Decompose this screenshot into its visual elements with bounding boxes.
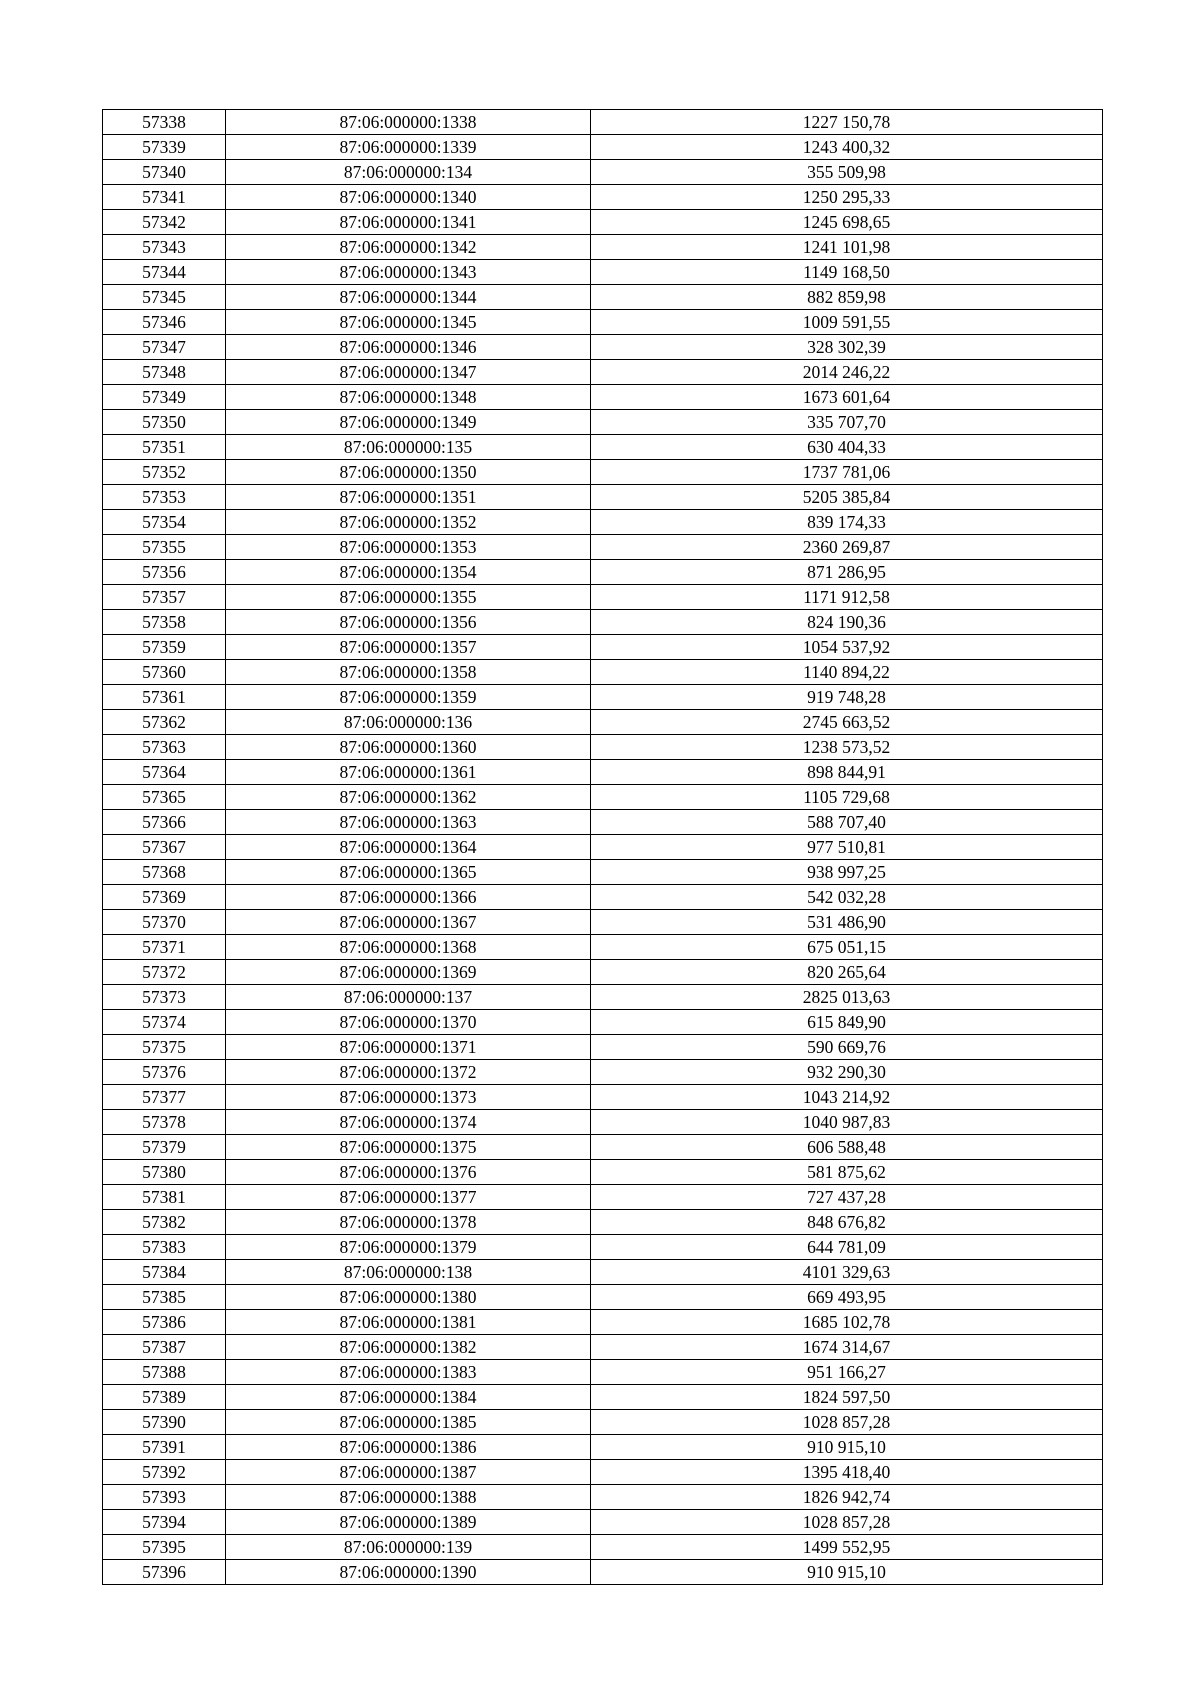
table-row <box>103 635 1103 660</box>
cadastral-number-cell: 87:06:000000:1349 <box>226 410 591 435</box>
cadastral-value-cell: 630 404,33 <box>591 435 1103 460</box>
cadastral-number-cell: 87:06:000000:1363 <box>226 810 591 835</box>
row-number-cell: 57367 <box>103 835 226 860</box>
row-number-cell: 57348 <box>103 360 226 385</box>
cadastral-value-cell: 1238 573,52 <box>591 735 1103 760</box>
row-number-cell: 57393 <box>103 1485 226 1510</box>
row-number-cell: 57360 <box>103 660 226 685</box>
cadastral-value-cell: 898 844,91 <box>591 760 1103 785</box>
table-row <box>103 1235 1103 1260</box>
table-row <box>103 735 1103 760</box>
row-number-cell: 57355 <box>103 535 226 560</box>
cadastral-number-cell: 87:06:000000:1378 <box>226 1210 591 1235</box>
cadastral-number-cell: 87:06:000000:135 <box>226 435 591 460</box>
row-number-cell: 57351 <box>103 435 226 460</box>
cadastral-number-cell: 87:06:000000:1384 <box>226 1385 591 1410</box>
cadastral-value-cell: 727 437,28 <box>591 1185 1103 1210</box>
cadastral-value-cell: 669 493,95 <box>591 1285 1103 1310</box>
row-number-cell: 57347 <box>103 335 226 360</box>
row-number-cell: 57382 <box>103 1210 226 1235</box>
row-number-cell: 57385 <box>103 1285 226 1310</box>
cadastral-number-cell: 87:06:000000:1358 <box>226 660 591 685</box>
cadastral-value-cell: 1009 591,55 <box>591 310 1103 335</box>
cadastral-number-cell: 87:06:000000:1380 <box>226 1285 591 1310</box>
table-row <box>103 1060 1103 1085</box>
table-row <box>103 1310 1103 1335</box>
table-row <box>103 210 1103 235</box>
table-row <box>103 660 1103 685</box>
cadastral-value-cell: 581 875,62 <box>591 1160 1103 1185</box>
table-row <box>103 860 1103 885</box>
cadastral-value-cell: 1043 214,92 <box>591 1085 1103 1110</box>
row-number-cell: 57357 <box>103 585 226 610</box>
table-row <box>103 760 1103 785</box>
cadastral-value-cell: 1105 729,68 <box>591 785 1103 810</box>
cadastral-value-cell: 820 265,64 <box>591 960 1103 985</box>
cadastral-value-cell: 938 997,25 <box>591 860 1103 885</box>
cadastral-value-cell: 1241 101,98 <box>591 235 1103 260</box>
cadastral-value-cell: 2745 663,52 <box>591 710 1103 735</box>
table-row <box>103 585 1103 610</box>
cadastral-value-cell: 675 051,15 <box>591 935 1103 960</box>
table-row <box>103 310 1103 335</box>
cadastral-number-cell: 87:06:000000:1377 <box>226 1185 591 1210</box>
table-row <box>103 235 1103 260</box>
cadastral-value-cell: 1040 987,83 <box>591 1110 1103 1135</box>
cadastral-value-cell: 882 859,98 <box>591 285 1103 310</box>
cadastral-number-cell: 87:06:000000:1350 <box>226 460 591 485</box>
row-number-cell: 57379 <box>103 1135 226 1160</box>
cadastral-number-cell: 87:06:000000:1383 <box>226 1360 591 1385</box>
table-row <box>103 1535 1103 1560</box>
row-number-cell: 57389 <box>103 1385 226 1410</box>
table-row <box>103 1435 1103 1460</box>
table-row <box>103 1135 1103 1160</box>
cadastral-number-cell: 87:06:000000:1381 <box>226 1310 591 1335</box>
table-row <box>103 560 1103 585</box>
cadastral-number-cell: 87:06:000000:1373 <box>226 1085 591 1110</box>
table-row <box>103 1410 1103 1435</box>
row-number-cell: 57343 <box>103 235 226 260</box>
cadastral-value-cell: 824 190,36 <box>591 610 1103 635</box>
cadastral-value-cell: 615 849,90 <box>591 1010 1103 1035</box>
cadastral-number-cell: 87:06:000000:1375 <box>226 1135 591 1160</box>
cadastral-value-table <box>102 109 1103 1585</box>
table-row <box>103 1360 1103 1385</box>
cadastral-number-cell: 87:06:000000:1371 <box>226 1035 591 1060</box>
row-number-cell: 57352 <box>103 460 226 485</box>
table-row <box>103 1285 1103 1310</box>
cadastral-value-cell: 871 286,95 <box>591 560 1103 585</box>
row-number-cell: 57369 <box>103 885 226 910</box>
table-row <box>103 435 1103 460</box>
row-number-cell: 57372 <box>103 960 226 985</box>
cadastral-value-cell: 1250 295,33 <box>591 185 1103 210</box>
table-row <box>103 485 1103 510</box>
table-row <box>103 810 1103 835</box>
cadastral-value-cell: 910 915,10 <box>591 1560 1103 1585</box>
table-row <box>103 460 1103 485</box>
row-number-cell: 57365 <box>103 785 226 810</box>
row-number-cell: 57362 <box>103 710 226 735</box>
row-number-cell: 57386 <box>103 1310 226 1335</box>
table-row <box>103 535 1103 560</box>
row-number-cell: 57391 <box>103 1435 226 1460</box>
row-number-cell: 57338 <box>103 110 226 135</box>
table-row <box>103 885 1103 910</box>
cadastral-value-cell: 590 669,76 <box>591 1035 1103 1060</box>
cadastral-number-cell: 87:06:000000:1366 <box>226 885 591 910</box>
table-row <box>103 1460 1103 1485</box>
table-row <box>103 260 1103 285</box>
cadastral-number-cell: 87:06:000000:1354 <box>226 560 591 585</box>
row-number-cell: 57341 <box>103 185 226 210</box>
cadastral-number-cell: 87:06:000000:1359 <box>226 685 591 710</box>
cadastral-number-cell: 87:06:000000:1370 <box>226 1010 591 1035</box>
row-number-cell: 57368 <box>103 860 226 885</box>
cadastral-value-cell: 951 166,27 <box>591 1360 1103 1385</box>
cadastral-value-cell: 1028 857,28 <box>591 1410 1103 1435</box>
cadastral-number-cell: 87:06:000000:1342 <box>226 235 591 260</box>
cadastral-value-cell: 1149 168,50 <box>591 260 1103 285</box>
cadastral-value-cell: 1674 314,67 <box>591 1335 1103 1360</box>
row-number-cell: 57364 <box>103 760 226 785</box>
table-row <box>103 160 1103 185</box>
table-row <box>103 335 1103 360</box>
cadastral-number-cell: 87:06:000000:1347 <box>226 360 591 385</box>
row-number-cell: 57340 <box>103 160 226 185</box>
row-number-cell: 57350 <box>103 410 226 435</box>
row-number-cell: 57344 <box>103 260 226 285</box>
cadastral-value-cell: 848 676,82 <box>591 1210 1103 1235</box>
table-row <box>103 360 1103 385</box>
table-row <box>103 410 1103 435</box>
row-number-cell: 57374 <box>103 1010 226 1035</box>
cadastral-value-cell: 606 588,48 <box>591 1135 1103 1160</box>
cadastral-value-cell: 1685 102,78 <box>591 1310 1103 1335</box>
cadastral-number-cell: 87:06:000000:1345 <box>226 310 591 335</box>
table-row <box>103 1260 1103 1285</box>
table-row <box>103 1510 1103 1535</box>
cadastral-value-cell: 328 302,39 <box>591 335 1103 360</box>
cadastral-number-cell: 87:06:000000:1379 <box>226 1235 591 1260</box>
cadastral-number-cell: 87:06:000000:1343 <box>226 260 591 285</box>
row-number-cell: 57376 <box>103 1060 226 1085</box>
cadastral-value-cell: 5205 385,84 <box>591 485 1103 510</box>
table-row <box>103 1385 1103 1410</box>
row-number-cell: 57380 <box>103 1160 226 1185</box>
cadastral-value-cell: 355 509,98 <box>591 160 1103 185</box>
table-row <box>103 985 1103 1010</box>
cadastral-number-cell: 87:06:000000:1372 <box>226 1060 591 1085</box>
table-row <box>103 385 1103 410</box>
table-row <box>103 685 1103 710</box>
cadastral-number-cell: 87:06:000000:1364 <box>226 835 591 860</box>
table-row <box>103 610 1103 635</box>
cadastral-value-cell: 1824 597,50 <box>591 1385 1103 1410</box>
table-row <box>103 1160 1103 1185</box>
cadastral-number-cell: 87:06:000000:1368 <box>226 935 591 960</box>
table-row <box>103 710 1103 735</box>
row-number-cell: 57342 <box>103 210 226 235</box>
cadastral-value-cell: 542 032,28 <box>591 885 1103 910</box>
cadastral-value-cell: 2014 246,22 <box>591 360 1103 385</box>
cadastral-number-cell: 87:06:000000:1386 <box>226 1435 591 1460</box>
row-number-cell: 57375 <box>103 1035 226 1060</box>
row-number-cell: 57384 <box>103 1260 226 1285</box>
row-number-cell: 57353 <box>103 485 226 510</box>
row-number-cell: 57349 <box>103 385 226 410</box>
table-row <box>103 185 1103 210</box>
cadastral-number-cell: 87:06:000000:138 <box>226 1260 591 1285</box>
cadastral-number-cell: 87:06:000000:1365 <box>226 860 591 885</box>
row-number-cell: 57396 <box>103 1560 226 1585</box>
cadastral-number-cell: 87:06:000000:1340 <box>226 185 591 210</box>
cadastral-number-cell: 87:06:000000:1367 <box>226 910 591 935</box>
cadastral-number-cell: 87:06:000000:139 <box>226 1535 591 1560</box>
cadastral-number-cell: 87:06:000000:1389 <box>226 1510 591 1535</box>
cadastral-value-cell: 1737 781,06 <box>591 460 1103 485</box>
table-row <box>103 1010 1103 1035</box>
table-row <box>103 135 1103 160</box>
cadastral-value-cell: 977 510,81 <box>591 835 1103 860</box>
row-number-cell: 57373 <box>103 985 226 1010</box>
cadastral-number-cell: 87:06:000000:1353 <box>226 535 591 560</box>
table-row <box>103 1185 1103 1210</box>
cadastral-value-cell: 1673 601,64 <box>591 385 1103 410</box>
table-row <box>103 1035 1103 1060</box>
cadastral-value-cell: 1499 552,95 <box>591 1535 1103 1560</box>
cadastral-value-cell: 1028 857,28 <box>591 1510 1103 1535</box>
cadastral-number-cell: 87:06:000000:1357 <box>226 635 591 660</box>
cadastral-number-cell: 87:06:000000:1344 <box>226 285 591 310</box>
cadastral-value-cell: 1171 912,58 <box>591 585 1103 610</box>
cadastral-number-cell: 87:06:000000:1339 <box>226 135 591 160</box>
table-row <box>103 1560 1103 1585</box>
cadastral-value-cell: 1140 894,22 <box>591 660 1103 685</box>
cadastral-value-cell: 932 290,30 <box>591 1060 1103 1085</box>
cadastral-number-cell: 87:06:000000:1362 <box>226 785 591 810</box>
cadastral-value-cell: 588 707,40 <box>591 810 1103 835</box>
cadastral-value-cell: 644 781,09 <box>591 1235 1103 1260</box>
row-number-cell: 57345 <box>103 285 226 310</box>
cadastral-number-cell: 87:06:000000:1341 <box>226 210 591 235</box>
row-number-cell: 57395 <box>103 1535 226 1560</box>
cadastral-number-cell: 87:06:000000:136 <box>226 710 591 735</box>
cadastral-number-cell: 87:06:000000:134 <box>226 160 591 185</box>
row-number-cell: 57381 <box>103 1185 226 1210</box>
row-number-cell: 57359 <box>103 635 226 660</box>
cadastral-number-cell: 87:06:000000:1348 <box>226 385 591 410</box>
cadastral-number-cell: 87:06:000000:1352 <box>226 510 591 535</box>
table-row <box>103 1485 1103 1510</box>
cadastral-value-cell: 1245 698,65 <box>591 210 1103 235</box>
row-number-cell: 57388 <box>103 1360 226 1385</box>
row-number-cell: 57361 <box>103 685 226 710</box>
row-number-cell: 57377 <box>103 1085 226 1110</box>
cadastral-number-cell: 87:06:000000:137 <box>226 985 591 1010</box>
table-row <box>103 510 1103 535</box>
cadastral-value-cell: 1227 150,78 <box>591 110 1103 135</box>
table-row <box>103 1335 1103 1360</box>
table-row <box>103 1210 1103 1235</box>
cadastral-number-cell: 87:06:000000:1360 <box>226 735 591 760</box>
row-number-cell: 57339 <box>103 135 226 160</box>
cadastral-number-cell: 87:06:000000:1346 <box>226 335 591 360</box>
row-number-cell: 57366 <box>103 810 226 835</box>
cadastral-number-cell: 87:06:000000:1369 <box>226 960 591 985</box>
cadastral-value-cell: 919 748,28 <box>591 685 1103 710</box>
cadastral-value-cell: 839 174,33 <box>591 510 1103 535</box>
cadastral-value-cell: 910 915,10 <box>591 1435 1103 1460</box>
cadastral-number-cell: 87:06:000000:1385 <box>226 1410 591 1435</box>
cadastral-number-cell: 87:06:000000:1355 <box>226 585 591 610</box>
row-number-cell: 57387 <box>103 1335 226 1360</box>
table-row <box>103 785 1103 810</box>
row-number-cell: 57371 <box>103 935 226 960</box>
cadastral-number-cell: 87:06:000000:1387 <box>226 1460 591 1485</box>
row-number-cell: 57346 <box>103 310 226 335</box>
row-number-cell: 57354 <box>103 510 226 535</box>
cadastral-number-cell: 87:06:000000:1361 <box>226 760 591 785</box>
cadastral-value-cell: 531 486,90 <box>591 910 1103 935</box>
table-row <box>103 960 1103 985</box>
row-number-cell: 57394 <box>103 1510 226 1535</box>
cadastral-number-cell: 87:06:000000:1376 <box>226 1160 591 1185</box>
cadastral-number-cell: 87:06:000000:1388 <box>226 1485 591 1510</box>
table-body <box>103 110 1103 1585</box>
table-row <box>103 835 1103 860</box>
cadastral-value-cell: 1243 400,32 <box>591 135 1103 160</box>
table-row <box>103 935 1103 960</box>
cadastral-value-cell: 2360 269,87 <box>591 535 1103 560</box>
cadastral-value-cell: 1054 537,92 <box>591 635 1103 660</box>
table-row <box>103 1085 1103 1110</box>
cadastral-value-cell: 2825 013,63 <box>591 985 1103 1010</box>
row-number-cell: 57392 <box>103 1460 226 1485</box>
cadastral-value-cell: 1826 942,74 <box>591 1485 1103 1510</box>
cadastral-number-cell: 87:06:000000:1390 <box>226 1560 591 1585</box>
row-number-cell: 57356 <box>103 560 226 585</box>
table-row <box>103 285 1103 310</box>
table-row <box>103 1110 1103 1135</box>
cadastral-value-cell: 4101 329,63 <box>591 1260 1103 1285</box>
cadastral-number-cell: 87:06:000000:1356 <box>226 610 591 635</box>
row-number-cell: 57370 <box>103 910 226 935</box>
row-number-cell: 57378 <box>103 1110 226 1135</box>
row-number-cell: 57390 <box>103 1410 226 1435</box>
cadastral-value-cell: 335 707,70 <box>591 410 1103 435</box>
row-number-cell: 57363 <box>103 735 226 760</box>
table-row <box>103 110 1103 135</box>
cadastral-value-cell: 1395 418,40 <box>591 1460 1103 1485</box>
cadastral-number-cell: 87:06:000000:1338 <box>226 110 591 135</box>
table-row <box>103 910 1103 935</box>
cadastral-number-cell: 87:06:000000:1351 <box>226 485 591 510</box>
cadastral-number-cell: 87:06:000000:1382 <box>226 1335 591 1360</box>
row-number-cell: 57358 <box>103 610 226 635</box>
row-number-cell: 57383 <box>103 1235 226 1260</box>
cadastral-number-cell: 87:06:000000:1374 <box>226 1110 591 1135</box>
